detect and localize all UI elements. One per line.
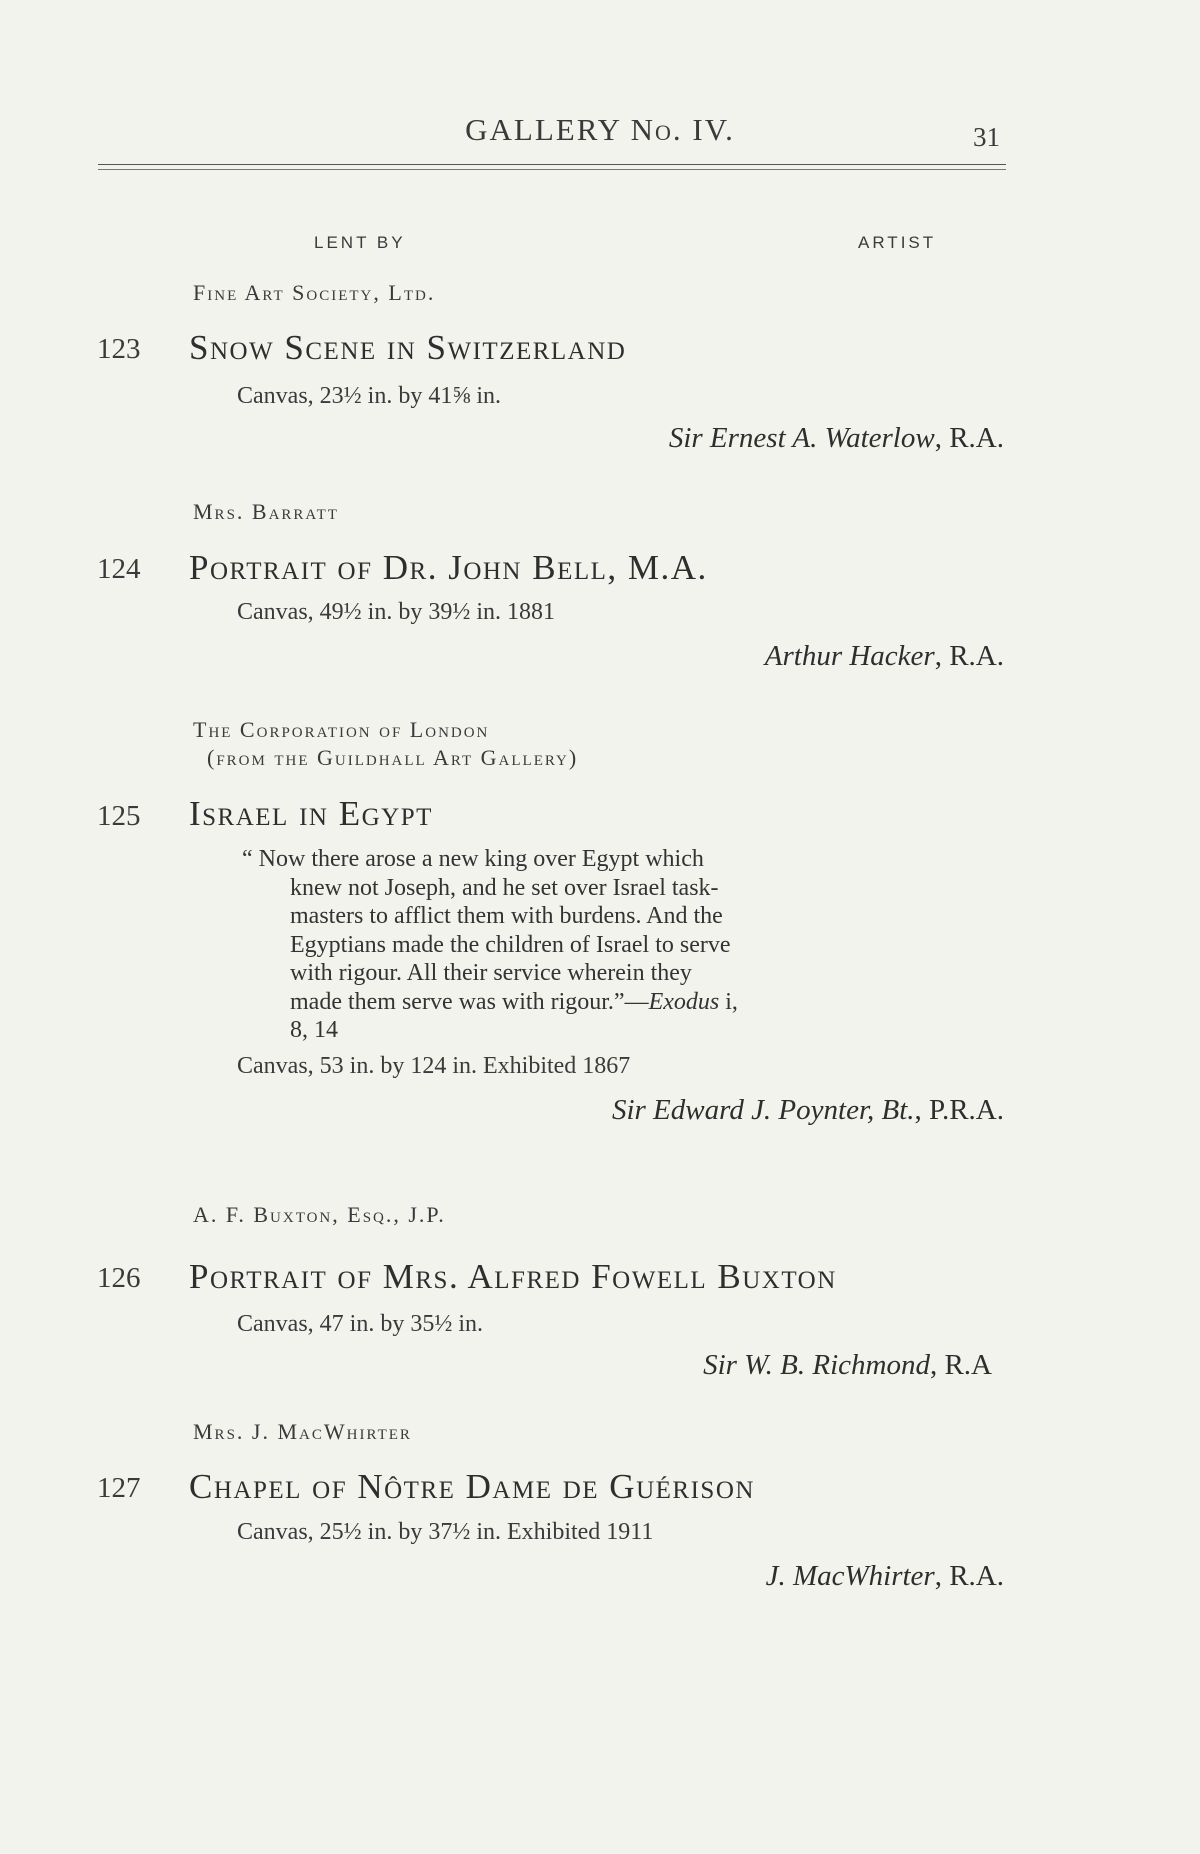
quote-line: Egyptians made the children of Israel to serve: [290, 931, 731, 958]
painting-title: Chapel of Nôtre Dame de Guérison: [189, 1467, 755, 1506]
artist-name: Sir Ernest A. Waterlow: [668, 422, 935, 454]
lender: Mrs. Barratt: [193, 499, 339, 524]
artist-credit: [612, 1094, 1004, 1127]
exodus-quotation: [242, 845, 872, 1045]
artist-suffix: , R.A.: [934, 422, 1004, 454]
artist-suffix: , R.A.: [934, 1560, 1004, 1592]
artist-suffix: , P.R.A.: [914, 1094, 1004, 1126]
artist-credit: [703, 1349, 992, 1382]
entry-number: 126: [97, 1262, 141, 1294]
medium-dimensions: Canvas, 23½ in. by 41⅝ in.: [237, 383, 501, 409]
painting-title: Portrait of Dr. John Bell, M.A.: [189, 548, 708, 587]
quote-line: masters to afflict them with burdens. And the: [290, 903, 723, 929]
entry-number: 123: [97, 333, 141, 365]
entry-number: 124: [97, 553, 141, 585]
lent-by-heading: LENT BY: [314, 233, 406, 252]
entry-number: 127: [97, 1472, 141, 1504]
painting-title: Israel in Egypt: [189, 794, 433, 833]
quote-source: Exodus: [648, 988, 720, 1015]
artist-credit: [766, 1560, 1004, 1593]
lender: Mrs. J. MacWhirter: [193, 1419, 412, 1444]
header-rule: [98, 164, 1006, 170]
lender: A. F. Buxton, Esq., J.P.: [193, 1202, 446, 1227]
quote-line: knew not Joseph, and he set over Israel task-: [290, 874, 719, 901]
artist-name: J. MacWhirter: [765, 1560, 935, 1592]
quote-line: “ Now there arose a new king over Egypt which: [242, 846, 704, 872]
lender: Fine Art Society, Ltd.: [193, 280, 436, 305]
artist-suffix: , R.A: [929, 1349, 992, 1381]
quote-text: made them serve was with rigour.”—: [290, 988, 649, 1015]
medium-dimensions: Canvas, 49½ in. by 39½ in. 1881: [237, 599, 555, 625]
lender-subline: (from the Guildhall Art Gallery): [207, 745, 579, 770]
quote-chapter: i,: [719, 988, 738, 1015]
artist-heading: ARTIST: [858, 233, 937, 252]
lender: The Corporation of London: [193, 717, 490, 742]
page-number: 31: [973, 122, 1000, 152]
artist-name: Sir Edward J. Poynter, Bt.: [611, 1094, 915, 1126]
medium-dimensions: Canvas, 47 in. by 35½ in.: [237, 1311, 483, 1337]
artist-suffix: , R.A.: [934, 640, 1004, 672]
entry-number: 125: [97, 800, 141, 832]
quote-line: with rigour. All their service wherein they: [290, 960, 692, 986]
artist-name: Arthur Hacker: [764, 640, 935, 672]
painting-title: Snow Scene in Switzerland: [189, 328, 627, 367]
medium-dimensions: Canvas, 25½ in. by 37½ in. Exhibited 1911: [237, 1519, 654, 1545]
painting-title: Portrait of Mrs. Alfred Fowell Buxton: [189, 1257, 837, 1296]
medium-dimensions: Canvas, 53 in. by 124 in. Exhibited 1867: [237, 1053, 631, 1079]
artist-name: Sir W. B. Richmond: [703, 1349, 930, 1381]
quote-line-final: [242, 988, 872, 1017]
artist-credit: [669, 422, 1004, 455]
running-head: GALLERY No. IV.: [465, 112, 735, 147]
artist-credit: [765, 640, 1004, 673]
quote-verses: 8, 14: [290, 1017, 338, 1043]
